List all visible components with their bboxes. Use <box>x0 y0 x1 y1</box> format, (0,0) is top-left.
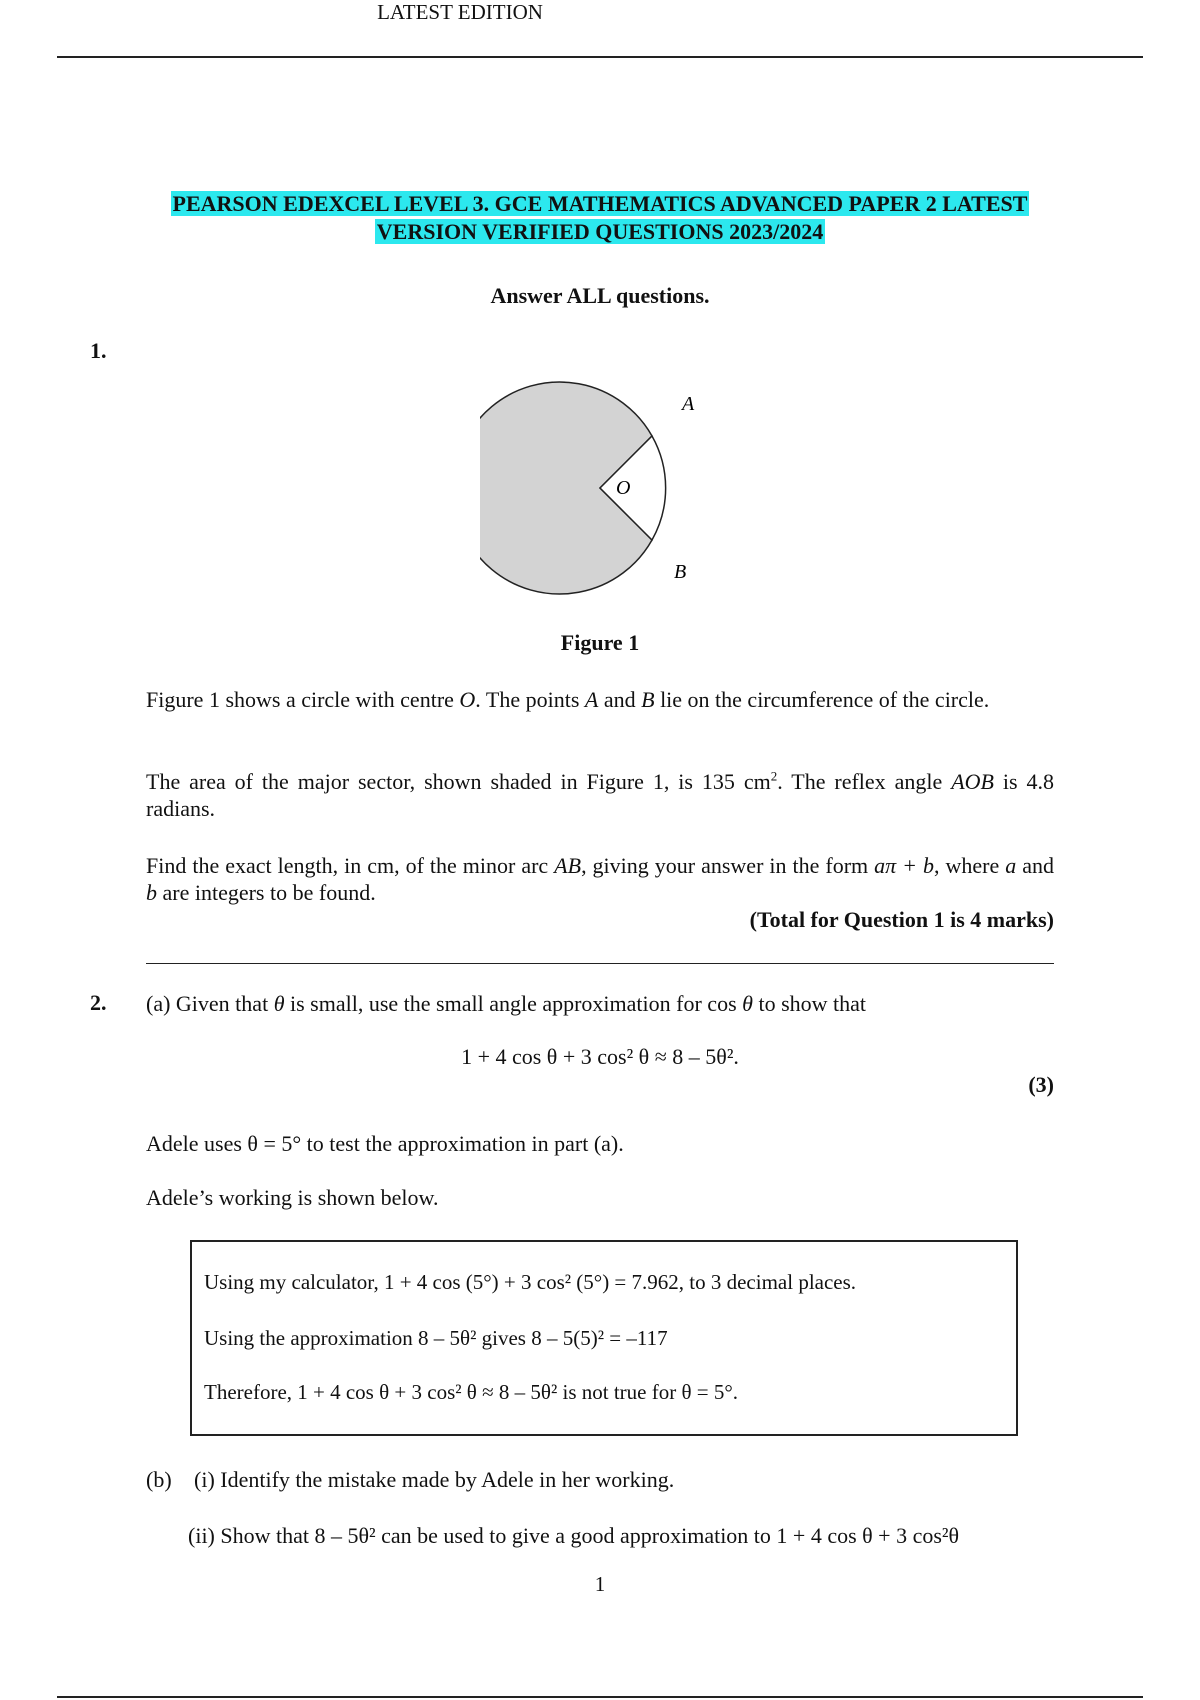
q2-part-b-i: (i) Identify the mistake made by Adele in her working. <box>194 1467 675 1492</box>
q1-paragraph-2: The area of the major sector, shown shaded in Figure 1, is 135 $cm^2$. The reflex angle AOB is 4.8 radians. <box>146 768 1054 821</box>
q1-divider <box>146 963 1054 964</box>
header-rule <box>57 56 1143 58</box>
instructions: Answer ALL questions. <box>490 283 710 308</box>
q2-part-a: (a) Given that θ is small, use the small angle approximation for cos θ to show that <box>146 991 867 1016</box>
q2-equation: 1 + 4 cos θ + 3 cos² θ ≈ 8 – 5θ². <box>461 1044 739 1069</box>
footer-rule <box>57 1696 1143 1698</box>
q2-part-b-label: (b) <box>146 1467 172 1492</box>
q1-total-marks: (Total for Question 1 is 4 marks) <box>749 907 1054 932</box>
paper-title <box>60 190 1140 246</box>
q2-number: 2. <box>90 990 107 1015</box>
q2-adele-text-1: Adele uses θ = 5° to test the approximation in part (a). <box>146 1131 624 1156</box>
box-line-1: Using my calculator, 1 + 4 cos (5°) + 3 cos² (5°) = 7.962, to 3 decimal places. <box>204 1270 857 1294</box>
q2-adele-text-2: Adele’s working is shown below. <box>146 1185 439 1210</box>
q1-paragraph-1: Figure 1 shows a circle with centre O. The points A and B lie on the circumference of the circle. <box>146 687 990 712</box>
q1-paragraph-3: Find the exact length, in cm, of the minor arc AB, giving your answer in the form aπ + b, where a and b are integers to be found. <box>146 853 1054 905</box>
box-line-3: Therefore, 1 + 4 cos θ + 3 cos² θ ≈ 8 – 5θ² is not true for θ = 5°. <box>204 1380 739 1404</box>
title-line-2: VERSION VERIFIED QUESTIONS 2023/2024 <box>376 219 824 244</box>
figure-1-caption: Figure 1 <box>560 630 640 655</box>
edition-header: LATEST EDITION <box>377 0 543 24</box>
adele-working-box <box>190 1240 1018 1436</box>
q2-part-a-marks: (3) <box>1028 1072 1054 1097</box>
page-number: 1 <box>594 1572 606 1596</box>
q2-part-b-ii: (ii) Show that 8 – 5θ² can be used to give a good approximation to 1 + 4 cos θ + 3 cos²θ <box>188 1523 960 1548</box>
figure-1-diagram <box>480 370 720 600</box>
label-b: B <box>674 561 687 583</box>
label-a: A <box>682 393 695 415</box>
label-o: O <box>616 477 631 499</box>
q1-number: 1. <box>90 338 107 363</box>
title-line-1: PEARSON EDEXCEL LEVEL 3. GCE MATHEMATICS ADVANCED PAPER 2 LATEST <box>172 191 1028 216</box>
box-line-2: Using the approximation 8 – 5θ² gives 8 – 5(5)² = –117 <box>204 1326 668 1350</box>
